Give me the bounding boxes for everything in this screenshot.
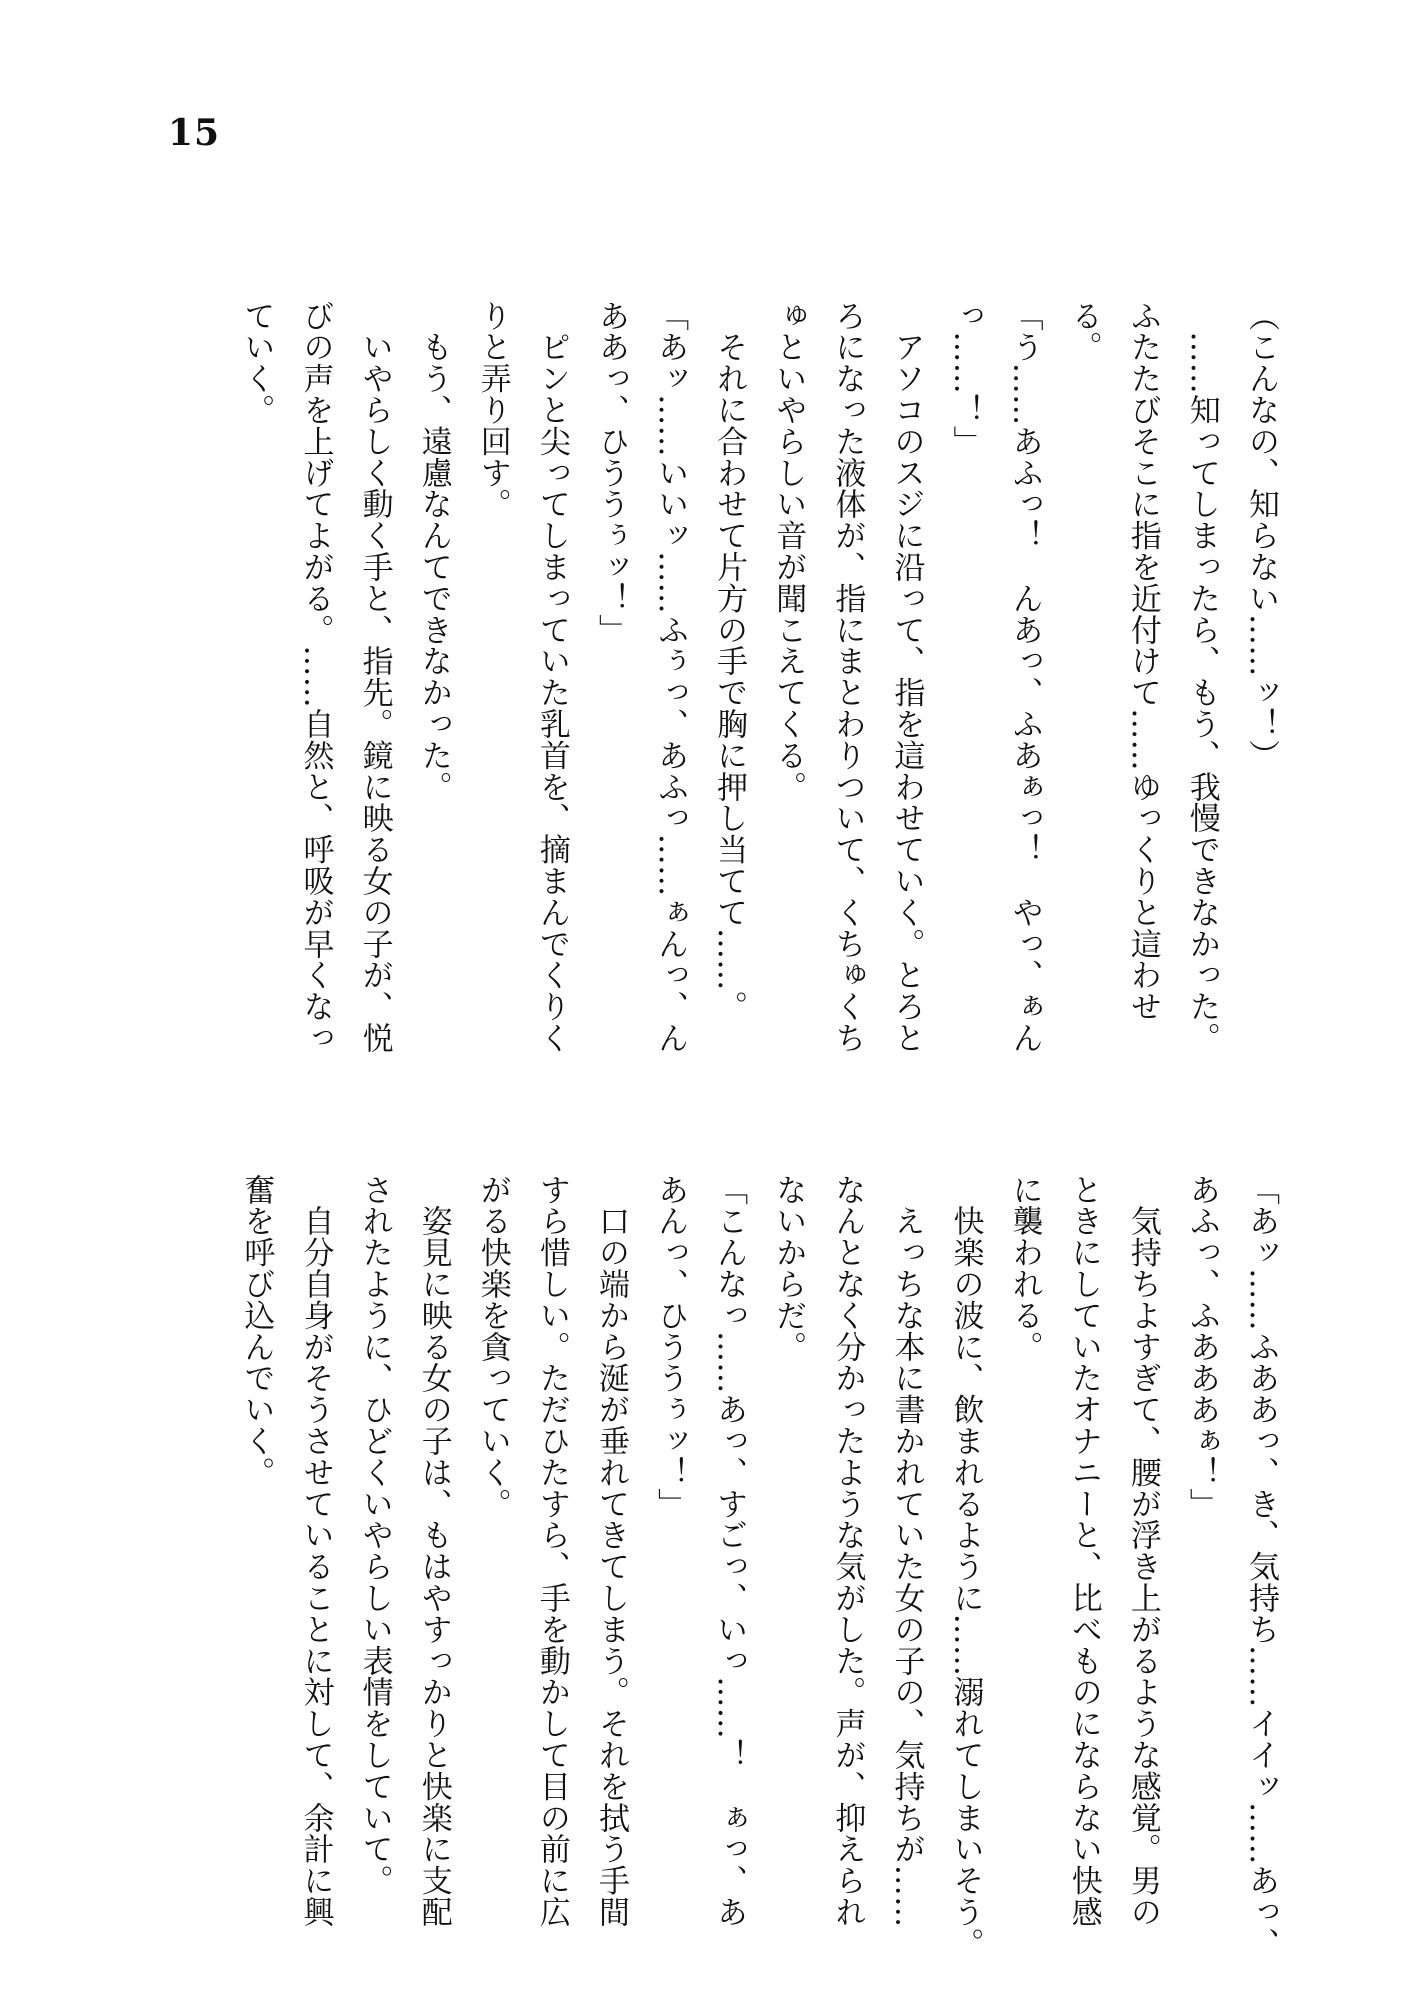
text-line: ていく。 <box>238 300 275 426</box>
text-line: えっちな本に書かれていた女の子の、気持ちが…… <box>888 1174 925 1928</box>
text-line: されたように、ひどくいやらしい表情をしていて。 <box>356 1174 393 1897</box>
text-line: あふっ、ふあああぁ！」 <box>1183 1174 1220 1520</box>
text-line: それに合わせて片方の手で胸に押し当てて……。 <box>711 300 748 1023</box>
text-line: ないからだ。 <box>770 1174 807 1363</box>
text-line: 姿見に映る女の子は、もはやすっかりと快楽に支配 <box>415 1174 452 1928</box>
text-line: ときにしていたオナニーと、比べものにならない快感 <box>1065 1174 1102 1928</box>
text-line: すら惜しい。ただひたすら、手を動かして目の前に広 <box>533 1174 570 1928</box>
text-line: あんっ、ひううぅッ！」 <box>652 1174 689 1520</box>
text-line: に襲われる。 <box>1006 1174 1043 1363</box>
text-line: る。 <box>1065 300 1102 363</box>
text-line: りと弄り回す。 <box>474 300 511 520</box>
text-line: ゅといやらしい音が聞こえてくる。 <box>770 300 807 803</box>
text-line: びの声を上げてよがる。……自然と、呼吸が早くなっ <box>297 300 334 1054</box>
text-line: っ……！」 <box>947 300 984 457</box>
text-line: 気持ちよすぎて、腰が浮き上がるような感覚。男の <box>1124 1174 1161 1928</box>
text-line: 自分自身がそうさせていることに対して、余計に興 <box>297 1174 334 1928</box>
text-line: ……知ってしまったら、もう、我慢できなかった。 <box>1183 300 1220 1054</box>
text-line: がる快楽を貪っていく。 <box>474 1174 511 1520</box>
text-line: アソコのスジに沿って、指を這わせていく。とろと <box>888 300 925 1054</box>
text-line: ああっ、ひううぅッ！」 <box>592 300 629 646</box>
text-line: 「う……あふっ！ んあっ、ふあぁっ！ やっ、ぁん <box>1006 300 1043 1054</box>
text-block-bottom <box>226 1174 1290 1959</box>
text-line: 口の端から涎が垂れてきてしまう。それを拭う手間 <box>592 1174 629 1928</box>
text-line: 奮を呼び込んでいく。 <box>238 1174 275 1488</box>
text-line: もう、遠慮なんてできなかった。 <box>415 300 452 803</box>
text-line: ろになった液体が、指にまとわりついて、くちゅくち <box>829 300 866 1054</box>
text-block-top <box>226 300 1290 1054</box>
text-line: （こんなの、知らない……ッ！） <box>1243 300 1279 771</box>
page-number: 15 <box>168 112 221 154</box>
text-line: 「あッ……いいッ……ふぅっ、あふっ……ぁんっ、ん <box>652 300 689 1054</box>
text-line: なんとなく分かったような気がした。声が、抑えられ <box>829 1174 866 1928</box>
text-line: ピンと尖ってしまっていた乳首を、摘まんでくりく <box>533 300 570 1054</box>
text-line: 快楽の波に、飲まれるように……溺れてしまいそう。 <box>947 1174 984 1959</box>
text-line: 「あッ……ふああっ、き、気持ち……イイッ……あっ、 <box>1243 1174 1279 1959</box>
text-line: ふたたびそこに指を近付けて……ゆっくりと這わせ <box>1124 300 1161 1023</box>
text-line: いやらしく動く手と、指先。鏡に映る女の子が、悦 <box>356 300 393 1054</box>
text-line: 「こんなっ……あっ、すごっ、いっ……！ ぁっ、あ <box>711 1174 748 1928</box>
